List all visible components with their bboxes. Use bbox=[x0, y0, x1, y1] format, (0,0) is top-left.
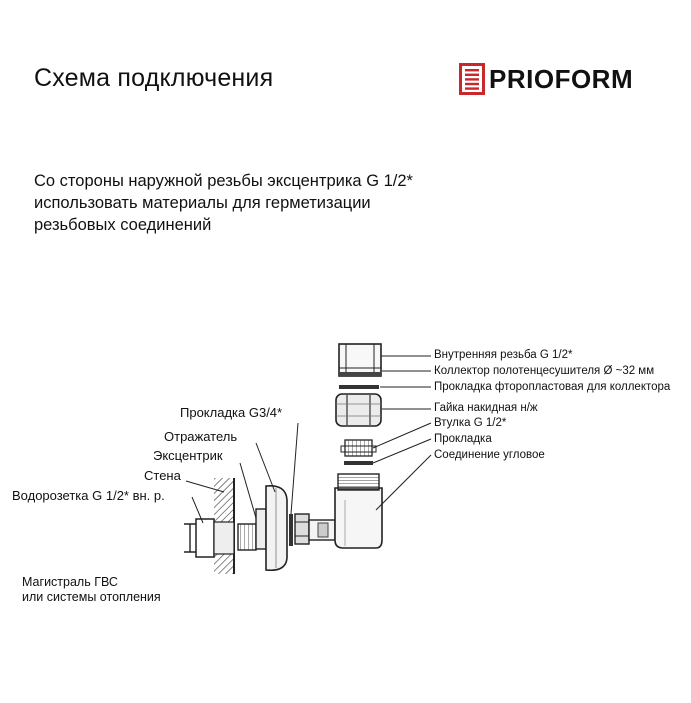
sleeve-g12 bbox=[341, 440, 376, 456]
label-gasket: Прокладка bbox=[434, 433, 492, 445]
angle-union-horizontal bbox=[295, 514, 335, 544]
label-wall: Стена bbox=[144, 468, 181, 483]
label-ptfe-gasket: Прокладка фторопластовая для коллектора bbox=[434, 381, 671, 393]
note-line: резьбовых соединений bbox=[34, 216, 212, 234]
label-sleeve: Втулка G 1/2* bbox=[434, 417, 507, 429]
collector-pipe bbox=[339, 344, 381, 376]
eccentric bbox=[238, 509, 266, 550]
reflector bbox=[266, 486, 287, 570]
main-line-text: или системы отопления bbox=[22, 590, 161, 604]
gasket bbox=[344, 461, 373, 465]
label-collector: Коллектор полотенцесушителя Ø ~32 мм bbox=[434, 365, 655, 377]
label-eccentric: Эксцентрик bbox=[153, 448, 223, 463]
note-line: Со стороны наружной резьбы эксцентрика G 1/2* bbox=[34, 172, 413, 190]
leader-lines-right bbox=[373, 356, 431, 510]
label-main-line bbox=[22, 575, 161, 605]
label-reflector: Отражатель bbox=[164, 429, 238, 444]
gasket-g34 bbox=[289, 514, 293, 546]
main-line-text: Магистраль ГВС bbox=[22, 575, 118, 589]
label-union-nut: Гайка накидная н/ж bbox=[434, 402, 538, 414]
water-socket bbox=[184, 519, 234, 557]
angle-union-body bbox=[335, 474, 382, 548]
label-gasket-g34: Прокладка G3/4* bbox=[180, 405, 283, 420]
label-angle-union: Соединение угловое bbox=[434, 449, 545, 461]
union-nut bbox=[336, 394, 381, 426]
label-internal-thread: Внутренняя резьба G 1/2* bbox=[434, 349, 573, 361]
note-line: использовать материалы для герметизации bbox=[34, 194, 371, 212]
ptfe-gasket bbox=[339, 385, 379, 389]
page-title: Схема подключения bbox=[34, 64, 274, 92]
label-water-socket: Водорозетка G 1/2* вн. р. bbox=[12, 488, 165, 503]
logo-text: PRIOFORM bbox=[489, 63, 634, 94]
